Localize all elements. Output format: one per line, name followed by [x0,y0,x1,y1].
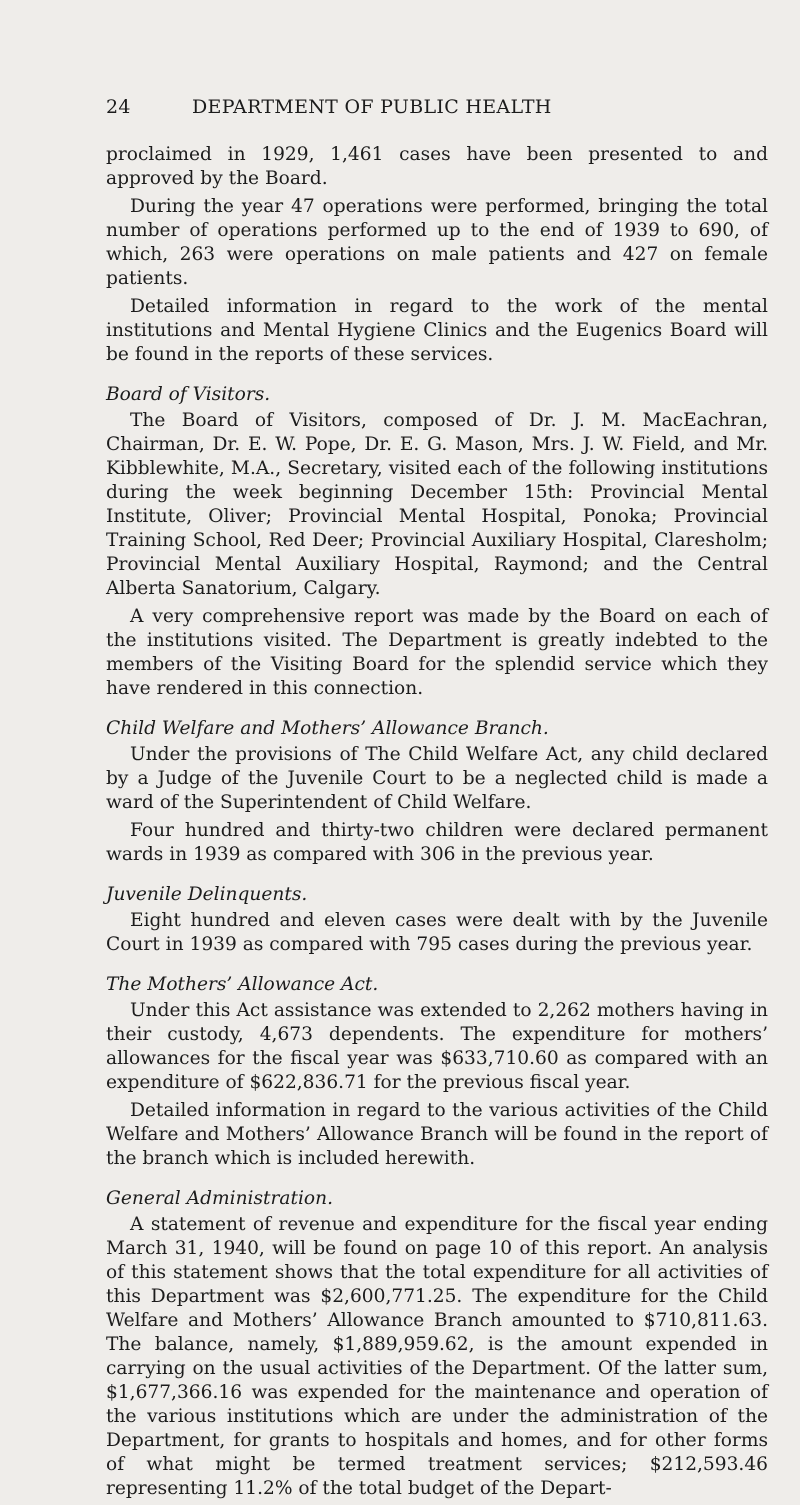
section-heading-board-of-visitors: Board of Visitors. [106,384,271,405]
paragraph: A statement of revenue and expenditure for the fiscal year ending March 31, 1940, will be found on page 10 of this report. An analysis of this statement shows that the total expenditure for all activities of this Department was $2,600,771.25. The expenditure for the Child Welfare and Mothers’ Allowance Branch amounted to $710,811.63. The balance, namely, $1,889,959.62, is the amount expended in carrying on the usual activities of the Department. Of the latter sum, $1,677,366.16 was expended for the maintenance and operation of the various institutions which are under the administration of the Department, for grants to hospitals and homes, and for other forms of what might be termed treatment services; $212,593.46 representing 11.2% of the total budget of the Depart- [106,1214,768,1499]
running-title: DEPARTMENT OF PUBLIC HEALTH [192,96,552,118]
page-number: 24 [106,96,131,118]
paragraph: Four hundred and thirty-two children were declared permanent wards in 1939 as compared with 306 in the previous year. [106,820,768,865]
paragraph: Detailed information in regard to the work of the mental institutions and Mental Hygiene Clinics and the Eugenics Board will be found in the reports of these services. [106,296,768,365]
paragraph: The Board of Visitors, composed of Dr. J. M. MacEachran, Chairman, Dr. E. W. Pope, Dr. E. G. Mason, Mrs. J. W. Field, and Mr. Kibblewhite, M.A., Secretary, visited each of the following institutions during the week beginning December 15th: Provincial Mental Institute, Oliver; Provincial Mental Hospital, Ponoka; Provincial Training School, Red Deer; Provincial Auxiliary Hospital, Claresholm; Provincial Mental Auxiliary Hospital, Raymond; and the Central Alberta Sanatorium, Calgary. [106,410,768,599]
document-page [106,96,768,1505]
section-heading-juvenile-delinquents: Juvenile Delinquents. [106,884,308,905]
paragraph: Under this Act assistance was extended to 2,262 mothers having in their custody, 4,673 dependents. The expenditure for mothers’ allowances for the fiscal year was $633,710.60 as compared with an expenditure of $622,836.71 for the previous fiscal year. [106,1000,768,1093]
section-heading-general-administration: General Administration. [106,1188,333,1209]
section-heading-mothers-allowance-act: The Mothers’ Allowance Act. [106,974,379,995]
paragraph: During the year 47 operations were performed, bringing the total number of operations performed up to the end of 1939 to 690, of which, 263 were operations on male patients and 427 on female patients. [106,196,768,289]
running-header [106,96,768,126]
paragraph: Detailed information in regard to the various activities of the Child Welfare and Mothers’ Allowance Branch will be found in the report of the branch which is included herewith. [106,1100,768,1169]
paragraph: proclaimed in 1929, 1,461 cases have been presented to and approved by the Board. [106,144,768,189]
paragraph: Under the provisions of The Child Welfare Act, any child declared by a Judge of the Juvenile Court to be a neglected child is made a ward of the Superintendent of Child Welfare. [106,744,768,813]
document-body [106,143,768,1501]
paragraph: A very comprehensive report was made by the Board on each of the institutions visited. The Department is greatly indebted to the members of the Visiting Board for the splendid service which they have rendered in this connection. [106,606,768,699]
paragraph: Eight hundred and eleven cases were dealt with by the Juvenile Court in 1939 as compared with 795 cases during the previous year. [106,910,768,955]
section-heading-child-welfare: Child Welfare and Mothers’ Allowance Branch. [106,718,549,739]
